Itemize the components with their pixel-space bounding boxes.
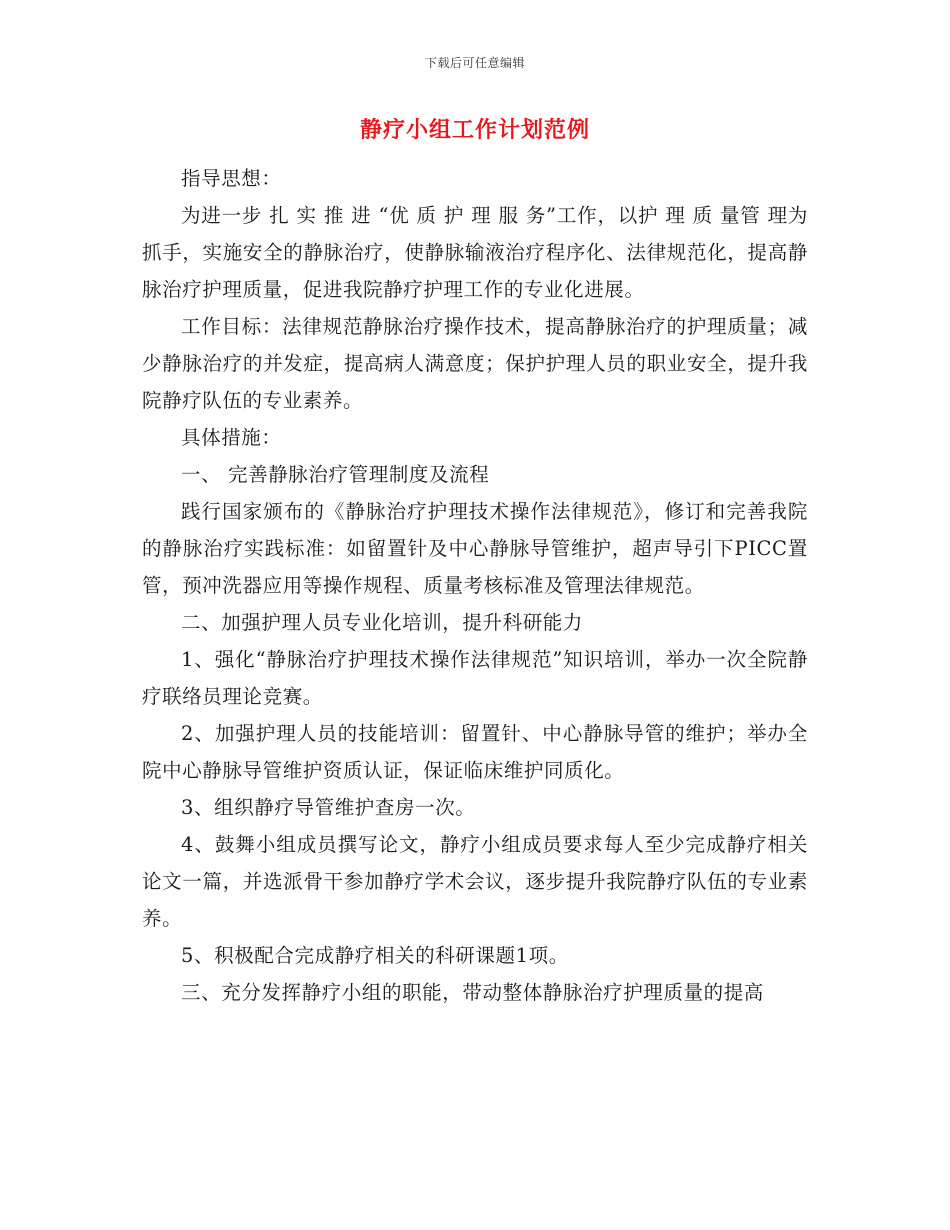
list-item-4: 4、鼓舞小组成员撰写论文，静疗小组成员要求每人至少完成静疗相关论文一篇，并选派骨干参加静疗学术会议，逐步提升我院静疗队伍的专业素养。 [142,833,808,930]
paragraph-guiding-idea: 为进一步 扎 实 推 进 “优 质 护 理 服 务”工作，以护 理 质 量管 理为 抓手，实施安全的静脉治疗，使静脉输液治疗程序化、法律规范化，提高静脉治疗护理质量，促进我院静疗护理工作的专业化进展。 [142,204,808,301]
paragraph-section-1: 践行国家颁布的《静脉治疗护理技术操作法律规范》，修订和完善我院的静脉治疗实践标准：如留置针及中心静脉导管维护，超声导引下PICC置管，预冲洗器应用等操作规程、质量考核标准及管理法律规范。 [142,500,808,597]
list-item-2: 2、加强护理人员的技能培训：留置针、中心静脉导管的维护；举办全院中心静脉导管维护资质认证，保证临床维护同质化。 [142,722,808,782]
document-title: 静疗小组工作计划范例 [359,117,590,143]
section-heading-1: 一、 完善静脉治疗管理制度及流程 [181,463,490,486]
section-heading-3: 三、充分发挥静疗小组的职能，带动整体静脉治疗护理质量的提高 [181,981,764,1004]
section-heading-2: 二、加强护理人员专业化培训，提升科研能力 [181,611,584,634]
paragraph-measures-heading: 具体措施： [181,426,282,449]
list-item-1: 1、强化“静脉治疗护理技术操作法律规范”知识培训，举办一次全院静疗联络员理论竞赛。 [142,648,808,708]
document-body [142,160,808,1011]
paragraph-guiding-idea-heading: 指导思想： [181,167,282,190]
paragraph-work-goals: 工作目标：法律规范静脉治疗操作技术，提高静脉治疗的护理质量；减少静脉治疗的并发症，提高病人满意度；保护护理人员的职业安全，提升我院静疗队伍的专业素养。 [142,315,808,412]
list-item-3: 3、组织静疗导管维护查房一次。 [181,796,476,819]
list-item-5: 5、积极配合完成静疗相关的科研课题1项。 [181,944,569,967]
header-note: 下载后可任意编辑 [424,56,525,70]
